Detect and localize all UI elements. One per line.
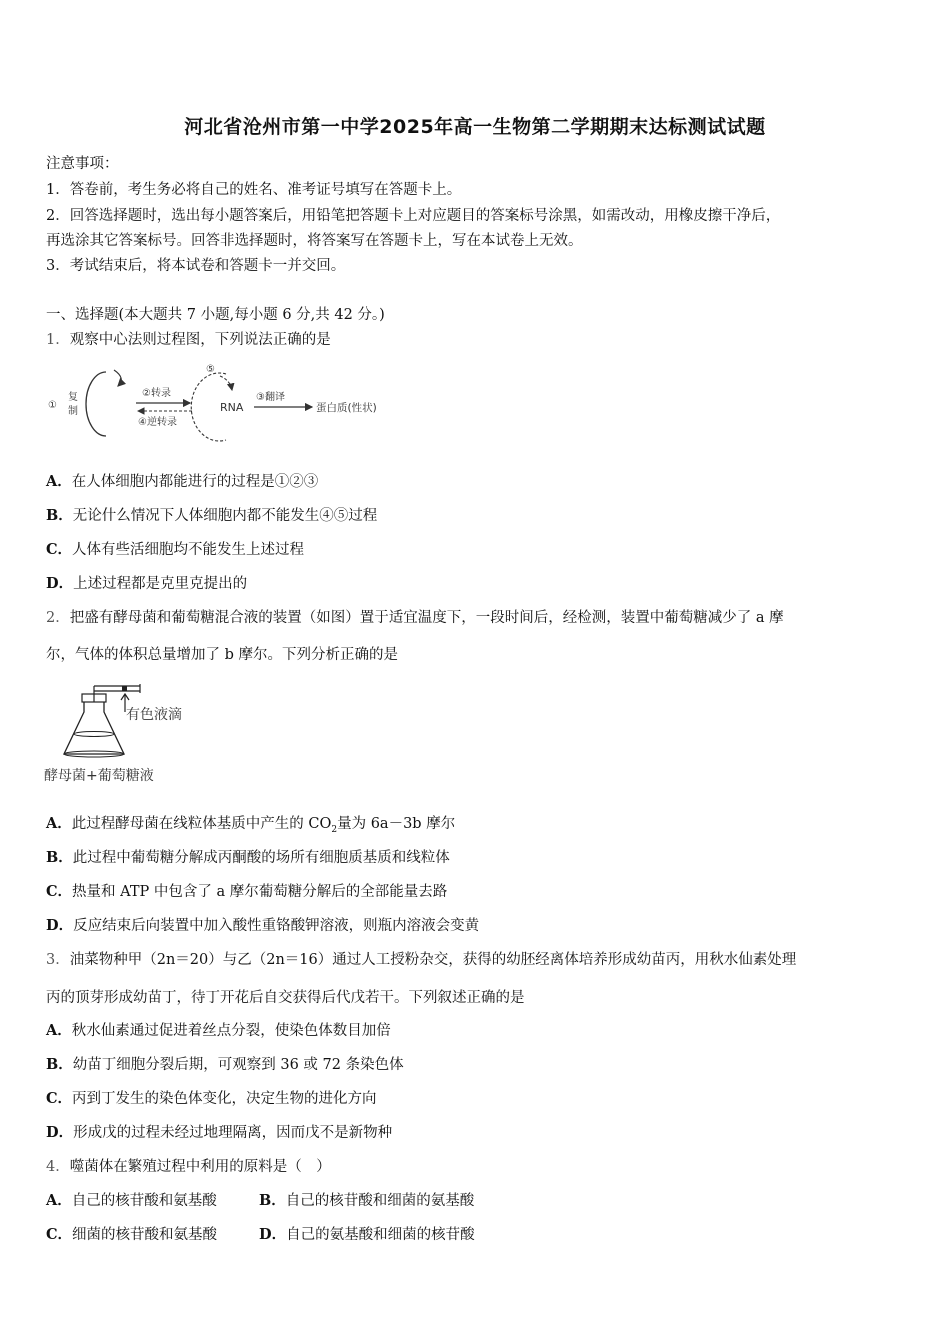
q1-option-a[interactable] bbox=[46, 470, 318, 491]
label-process-1: ① bbox=[48, 400, 57, 411]
flask bbox=[64, 702, 124, 754]
question-text: 把盛有酵母菌和葡萄糖混合液的装置（如图）置于适宜温度下，一段时间后，经检测，装置中葡萄糖减少了 a 摩 bbox=[69, 610, 784, 626]
section-heading: 一、选择题(本大题共 7 小题,每小题 6 分,共 42 分。) bbox=[46, 307, 385, 323]
q1-option-c[interactable] bbox=[46, 538, 304, 559]
option-text: 形成戊的过程未经过地理隔离，因而戊不是新物种 bbox=[73, 1125, 393, 1141]
q4-option-d[interactable] bbox=[259, 1223, 475, 1244]
option-text: 无论什么情况下人体细胞内都不能发生④⑤过程 bbox=[72, 508, 378, 524]
label-protein: 蛋白质(性状) bbox=[316, 402, 377, 414]
option-text: 幼苗丁细胞分裂后期，可观察到 36 或 72 条染色体 bbox=[72, 1057, 404, 1073]
colored-droplet bbox=[122, 686, 127, 691]
q2-option-c[interactable] bbox=[46, 880, 447, 901]
question-number: 4． bbox=[46, 1159, 70, 1175]
notice-item-3: 3．考试结束后，将本试卷和答题卡一并交回。 bbox=[46, 258, 346, 274]
question-number: 2． bbox=[46, 610, 70, 626]
q3-option-a[interactable] bbox=[46, 1019, 391, 1040]
q1-option-b[interactable] bbox=[46, 504, 377, 525]
q3-option-b[interactable] bbox=[46, 1053, 404, 1074]
option-label: A． bbox=[46, 473, 72, 490]
option-label: C． bbox=[46, 541, 73, 558]
subscript: 2 bbox=[331, 824, 338, 835]
label-colored-droplet: 有色液滴 bbox=[126, 707, 182, 723]
option-label: D． bbox=[46, 917, 74, 934]
option-text: 丙到丁发生的染色体变化，决定生物的进化方向 bbox=[72, 1091, 377, 1107]
question-number: 1． bbox=[46, 332, 70, 348]
q2-option-b[interactable] bbox=[46, 846, 450, 867]
liquid-surface bbox=[74, 732, 114, 737]
option-label: B． bbox=[46, 849, 73, 866]
notice-item-2-cont: 再选涂其它答案标号。回答非选择题时，将答案写在答题卡上，写在本试卷上无效。 bbox=[46, 233, 583, 249]
option-label: B． bbox=[46, 1056, 73, 1073]
option-text: 在人体细胞内都能进行的过程是①②③ bbox=[71, 474, 319, 490]
option-text: 自己的核苷酸和细菌的氨基酸 bbox=[285, 1193, 475, 1209]
notice-item-2: 2．回答选择题时，选出每小题答案后，用铅笔把答题卡上对应题目的答案标号涂黑，如需改动，用橡皮擦干净后， bbox=[46, 208, 781, 224]
q3-option-d[interactable] bbox=[46, 1121, 392, 1142]
label-yeast-glucose: 酵母菌+葡萄糖液 bbox=[44, 768, 154, 784]
option-label: D． bbox=[46, 1124, 74, 1141]
q4-option-c[interactable] bbox=[46, 1223, 217, 1244]
rna-replication-arrow bbox=[220, 376, 232, 390]
replication-loop bbox=[86, 372, 106, 436]
question-text: 观察中心法则过程图，下列说法正确的是 bbox=[69, 332, 331, 348]
notice-item-1: 1．答卷前，考生务必将自己的姓名、准考证号填写在答题卡上。 bbox=[46, 182, 462, 198]
option-label: B． bbox=[259, 1192, 286, 1209]
option-label: A． bbox=[46, 1022, 72, 1039]
label-rna: RNA bbox=[220, 401, 244, 414]
option-label: D． bbox=[46, 575, 74, 592]
q4-option-a[interactable] bbox=[46, 1189, 217, 1210]
label-replication-1: 复 bbox=[68, 392, 78, 403]
option-label: C． bbox=[46, 883, 73, 900]
option-text: 自己的氨基酸和细菌的核苷酸 bbox=[286, 1227, 475, 1243]
option-label: A． bbox=[46, 1192, 72, 1209]
page-title: 河北省沧州市第一中学2025年高一生物第二学期期末达标测试试题 bbox=[184, 116, 766, 138]
q2-option-a[interactable] bbox=[46, 812, 455, 835]
question-1-stem bbox=[46, 328, 331, 349]
question-2-stem-2: 尔，气体的体积总量增加了 b 摩尔。下列分析正确的是 bbox=[46, 647, 398, 663]
label-reverse-transcription: ④逆转录 bbox=[138, 417, 177, 428]
q1-option-d[interactable] bbox=[46, 572, 247, 593]
central-dogma-diagram bbox=[44, 360, 424, 444]
label-transcription: ②转录 bbox=[142, 388, 171, 399]
option-label: C． bbox=[46, 1090, 73, 1107]
label-translation: ③翻译 bbox=[256, 392, 285, 403]
replication-arrow bbox=[114, 370, 121, 386]
notice-heading: 注意事项： bbox=[46, 156, 119, 172]
option-text: 此过程中葡萄糖分解成丙酮酸的场所有细胞质基质和线粒体 bbox=[72, 850, 450, 866]
option-text: 热量和 ATP 中包含了 a 摩尔葡萄糖分解后的全部能量去路 bbox=[72, 884, 448, 900]
option-text: 秋水仙素通过促进着丝点分裂，使染色体数目加倍 bbox=[71, 1023, 391, 1039]
question-3-stem-1 bbox=[46, 948, 796, 969]
question-number: 3． bbox=[46, 952, 70, 968]
option-text: 此过程酵母菌在线粒体基质中产生的 CO bbox=[71, 816, 332, 832]
option-label: C． bbox=[46, 1226, 73, 1243]
option-text-cont: 量为 6a－3b 摩尔 bbox=[337, 816, 456, 832]
label-rna-replication: ⑤ bbox=[206, 364, 215, 375]
question-4-stem bbox=[46, 1155, 331, 1176]
option-text: 上述过程都是克里克提出的 bbox=[73, 576, 248, 592]
option-text: 细菌的核苷酸和氨基酸 bbox=[72, 1227, 218, 1243]
question-2-stem-1 bbox=[46, 606, 784, 627]
q3-option-c[interactable] bbox=[46, 1087, 377, 1108]
q4-option-b[interactable] bbox=[259, 1189, 474, 1210]
question-text: 噬菌体在繁殖过程中利用的原料是（ ） bbox=[69, 1159, 331, 1175]
label-replication-2: 制 bbox=[68, 406, 78, 417]
option-label: A． bbox=[46, 815, 72, 832]
question-text: 油菜物种甲（2n＝20）与乙（2n＝16）通过人工授粉杂交，获得的幼胚经离体培养形成幼苗丙，用秋水仙素处理 bbox=[69, 952, 797, 968]
yeast-flask-diagram bbox=[44, 672, 214, 792]
option-label: D． bbox=[259, 1226, 287, 1243]
q2-option-d[interactable] bbox=[46, 914, 479, 935]
option-text: 人体有些活细胞均不能发生上述过程 bbox=[72, 542, 305, 558]
question-3-stem-2: 丙的顶芽形成幼苗丁，待丁开花后自交获得后代戊若干。下列叙述正确的是 bbox=[46, 990, 525, 1006]
option-text: 反应结束后向装置中加入酸性重铬酸钾溶液，则瓶内溶液会变黄 bbox=[73, 918, 480, 934]
option-text: 自己的核苷酸和氨基酸 bbox=[71, 1193, 217, 1209]
option-label: B． bbox=[46, 507, 73, 524]
